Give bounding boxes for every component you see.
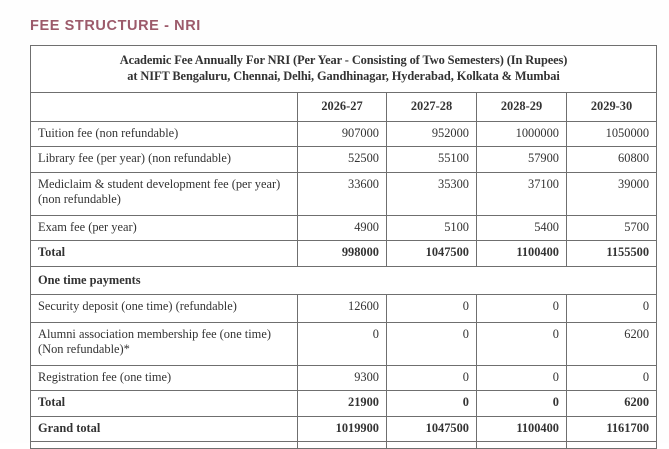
cell-registration-fee-2028-29: 0 — [477, 365, 567, 391]
cell-exam-fee-2028-29: 5400 — [477, 215, 567, 241]
row-label-registration-fee: Registration fee (one time) — [31, 365, 298, 391]
table-title-cell — [31, 46, 657, 93]
column-header-2027-28: 2027-28 — [387, 93, 477, 122]
cell-mediclaim-fee-2026-27: 33600 — [298, 172, 387, 215]
table-row — [31, 215, 657, 241]
table-row — [31, 295, 657, 323]
column-header-2029-30: 2029-30 — [567, 93, 657, 122]
row-label-tuition-fee: Tuition fee (non refundable) — [31, 121, 298, 147]
cell-library-fee-2029-30: 60800 — [567, 147, 657, 173]
cell-annual-total-2026-27: 998000 — [298, 241, 387, 267]
fee-structure-table — [30, 45, 657, 449]
cell-tuition-fee-2026-27: 907000 — [298, 121, 387, 147]
cell-registration-fee-2026-27: 9300 — [298, 365, 387, 391]
header-blank-corner — [31, 93, 298, 122]
cell-onetime-total-2026-27: 21900 — [298, 391, 387, 417]
fee-structure-table-container — [30, 45, 656, 449]
table-header-row — [31, 93, 657, 122]
cell-exam-fee-2029-30: 5700 — [567, 215, 657, 241]
cell-mediclaim-fee-2028-29: 37100 — [477, 172, 567, 215]
cell-registration-fee-2029-30: 0 — [567, 365, 657, 391]
cell-security-deposit-2027-28: 0 — [387, 295, 477, 323]
cell-alumni-fee-2029-30: 6200 — [567, 322, 657, 365]
cell-tuition-fee-2028-29: 1000000 — [477, 121, 567, 147]
row-label-grand-total: Grand total — [31, 416, 298, 442]
cell-tuition-fee-2029-30: 1050000 — [567, 121, 657, 147]
table-row-grand-total — [31, 416, 657, 442]
table-row — [31, 365, 657, 391]
cell-alumni-fee-2027-28: 0 — [387, 322, 477, 365]
table-row-onetime-total — [31, 391, 657, 417]
cell-tuition-fee-2027-28: 952000 — [387, 121, 477, 147]
page-title: FEE STRUCTURE - NRI — [30, 18, 201, 34]
table-title-row — [31, 46, 657, 93]
cell-annual-total-2029-30: 1155500 — [567, 241, 657, 267]
cell-grand-total-2028-29: 1100400 — [477, 416, 567, 442]
table-row — [31, 147, 657, 173]
cell-security-deposit-2026-27: 12600 — [298, 295, 387, 323]
cell-alumni-fee-2026-27: 0 — [298, 322, 387, 365]
row-label-mediclaim-fee: Mediclaim & student development fee (per year) (non refundable) — [31, 172, 298, 215]
cell-mediclaim-fee-2027-28: 35300 — [387, 172, 477, 215]
row-label-alumni-membership-fee: Alumni association membership fee (one time) (Non refundable)* — [31, 322, 298, 365]
cell-onetime-total-2027-28: 0 — [387, 391, 477, 417]
cell-grand-total-2026-27: 1019900 — [298, 416, 387, 442]
row-label-library-fee: Library fee (per year) (non refundable) — [31, 147, 298, 173]
table-row-annual-total — [31, 241, 657, 267]
table-row — [31, 121, 657, 147]
cell-security-deposit-2029-30: 0 — [567, 295, 657, 323]
cell-registration-fee-2027-28: 0 — [387, 365, 477, 391]
cell-exam-fee-2026-27: 4900 — [298, 215, 387, 241]
table-title-line-2: at NIFT Bengaluru, Chennai, Delhi, Gandhinagar, Hyderabad, Kolkata & Mumbai — [127, 68, 560, 83]
cell-library-fee-2028-29: 57900 — [477, 147, 567, 173]
column-header-2026-27: 2026-27 — [298, 93, 387, 122]
cell-mediclaim-fee-2029-30: 39000 — [567, 172, 657, 215]
row-label-annual-total: Total — [31, 241, 298, 267]
cell-exam-fee-2027-28: 5100 — [387, 215, 477, 241]
cell-alumni-fee-2028-29: 0 — [477, 322, 567, 365]
table-title-line-1: Academic Fee Annually For NRI (Per Year - Consisting of Two Semesters) (In Rupees) — [119, 53, 568, 67]
table-row — [31, 172, 657, 215]
cell-annual-total-2028-29: 1100400 — [477, 241, 567, 267]
table-row — [31, 322, 657, 365]
cell-grand-total-2029-30: 1161700 — [567, 416, 657, 442]
row-label-security-deposit: Security deposit (one time) (refundable) — [31, 295, 298, 323]
cell-library-fee-2026-27: 52500 — [298, 147, 387, 173]
cell-security-deposit-2028-29: 0 — [477, 295, 567, 323]
cell-onetime-total-2029-30: 6200 — [567, 391, 657, 417]
cell-annual-total-2027-28: 1047500 — [387, 241, 477, 267]
cell-grand-total-2027-28: 1047500 — [387, 416, 477, 442]
cell-onetime-total-2028-29: 0 — [477, 391, 567, 417]
column-header-2028-29: 2028-29 — [477, 93, 567, 122]
row-label-onetime-total: Total — [31, 391, 298, 417]
table-subheading-row — [31, 266, 657, 295]
cell-library-fee-2027-28: 55100 — [387, 147, 477, 173]
subheading-one-time-payments: One time payments — [31, 266, 657, 295]
row-label-exam-fee: Exam fee (per year) — [31, 215, 298, 241]
